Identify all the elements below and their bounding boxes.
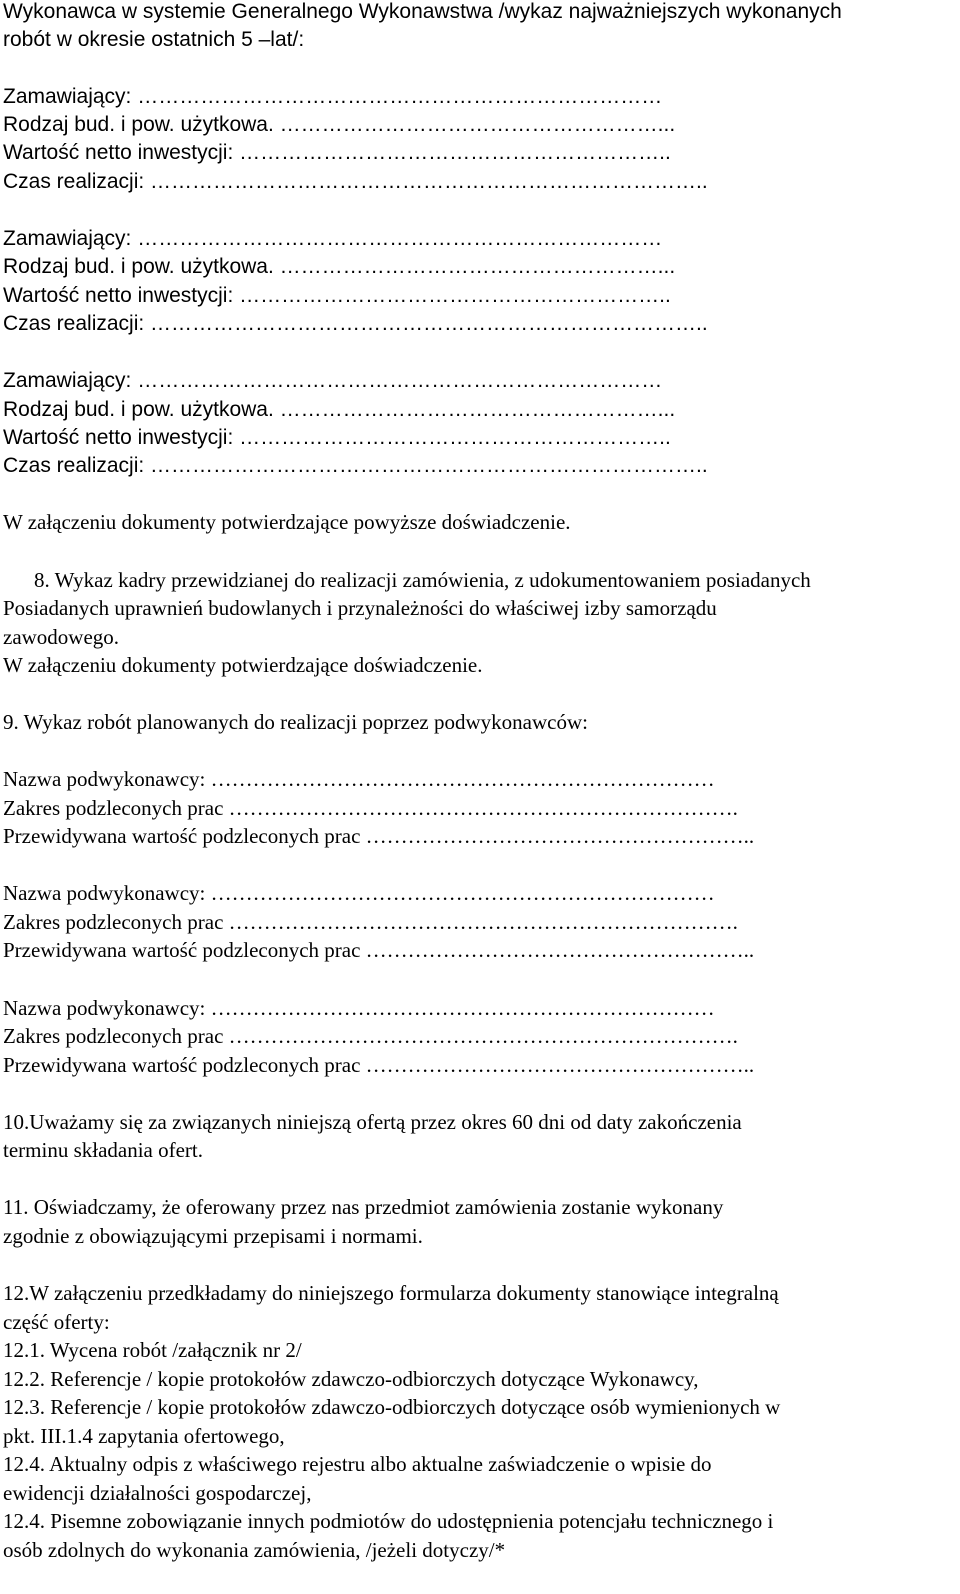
work-2-duration-field: Czas realizacji: …………………………………………………………………….. [3,312,708,335]
subcontractor-1-scope-field: Zakres podzleconych prac ………………………………………………………………. [3,796,738,820]
section-10-line-2: terminu składania ofert. [3,1138,204,1162]
subcontractor-3-value-field: Przewidywana wartość podzleconych prac ……………………………………………….. [3,1053,755,1077]
section-12-line-1: 12.W załączeniu przedkładamy do niniejszego formularza dokumenty stanowiące integralną [3,1281,779,1305]
subcontractor-3-scope-field: Zakres podzleconych prac ………………………………………………………………. [3,1024,738,1048]
work-2-building-field: Rodzaj bud. i pow. użytkowa. ………………………………………………... [3,255,676,278]
section-8-line-4: W załączeniu dokumenty potwierdzające doświadczenie. [3,653,483,677]
section-8-line-3: zawodowego. [3,625,120,649]
works-attachment-note: W załączeniu dokumenty potwierdzające powyższe doświadczenie. [3,510,571,534]
subcontractor-2-name-field: Nazwa podwykonawcy: ……………………………………………………………… [3,881,715,905]
intro-line-1: Wykonawca w systemie Generalnego Wykonawstwa /wykaz najważniejszych wykonanych [3,0,842,23]
subcontractor-1-name-field: Nazwa podwykonawcy: ……………………………………………………………… [3,767,715,791]
section-8-line-2: Posiadanych uprawnień budowlanych i przynależności do właściwej izby samorządu [3,596,717,620]
subcontractor-3-name-field: Nazwa podwykonawcy: ……………………………………………………………… [3,996,715,1020]
section-9-heading: 9. Wykaz robót planowanych do realizacji poprzez podwykonawców: [3,710,588,734]
work-3-duration-field: Czas realizacji: …………………………………………………………………….. [3,454,708,477]
work-1-value-field: Wartość netto inwestycji: …………………………………………………….. [3,141,671,164]
section-12-line-2: część oferty: [3,1310,110,1334]
subcontractor-2-scope-field: Zakres podzleconych prac ………………………………………………………………. [3,910,738,934]
section-12-item-1: 12.1. Wycena robót /załącznik nr 2/ [3,1338,302,1362]
section-12-item-5-cont: osób zdolnych do wykonania zamówienia, /jeżeli dotyczy/* [3,1538,506,1562]
work-3-client-field: Zamawiający: ………………………………………………………………… [3,369,663,392]
section-12-item-2: 12.2. Referencje / kopie protokołów zdawczo-odbiorczych dotyczące Wykonawcy, [3,1367,699,1391]
section-12-item-3-cont: pkt. III.1.4 zapytania ofertowego, [3,1424,285,1448]
section-11-line-2: zgodnie z obowiązującymi przepisami i normami. [3,1224,423,1248]
work-2-client-field: Zamawiający: ………………………………………………………………… [3,227,663,250]
work-1-duration-field: Czas realizacji: …………………………………………………………………….. [3,170,708,193]
section-12-item-4-cont: ewidencji działalności gospodarczej, [3,1481,312,1505]
section-8-line-1: 8. Wykaz kadry przewidzianej do realizacji zamówienia, z udokumentowaniem posiadanych [34,568,811,592]
section-12-item-4: 12.4. Aktualny odpis z właściwego rejestru albo aktualne zaświadczenie o wpisie do [3,1452,712,1476]
work-3-building-field: Rodzaj bud. i pow. użytkowa. ………………………………………………... [3,398,676,421]
section-10-line-1: 10.Uważamy się za związanych niniejszą ofertą przez okres 60 dni od daty zakończenia [3,1110,742,1134]
section-12-item-3: 12.3. Referencje / kopie protokołów zdawczo-odbiorczych dotyczące osób wymienionych w [3,1395,781,1419]
work-3-value-field: Wartość netto inwestycji: …………………………………………………….. [3,426,671,449]
work-1-building-field: Rodzaj bud. i pow. użytkowa. ………………………………………………... [3,113,676,136]
work-1-client-field: Zamawiający: ………………………………………………………………… [3,85,663,108]
intro-line-2: robót w okresie ostatnich 5 –lat/: [3,28,305,51]
subcontractor-2-value-field: Przewidywana wartość podzleconych prac ……………………………………………….. [3,938,755,962]
subcontractor-1-value-field: Przewidywana wartość podzleconych prac ……………………………………………….. [3,824,755,848]
section-11-line-1: 11. Oświadczamy, że oferowany przez nas przedmiot zamówienia zostanie wykonany [3,1195,724,1219]
work-2-value-field: Wartość netto inwestycji: …………………………………………………….. [3,284,671,307]
section-12-item-5: 12.4. Pisemne zobowiązanie innych podmiotów do udostępnienia potencjału technicznego i [3,1509,774,1533]
